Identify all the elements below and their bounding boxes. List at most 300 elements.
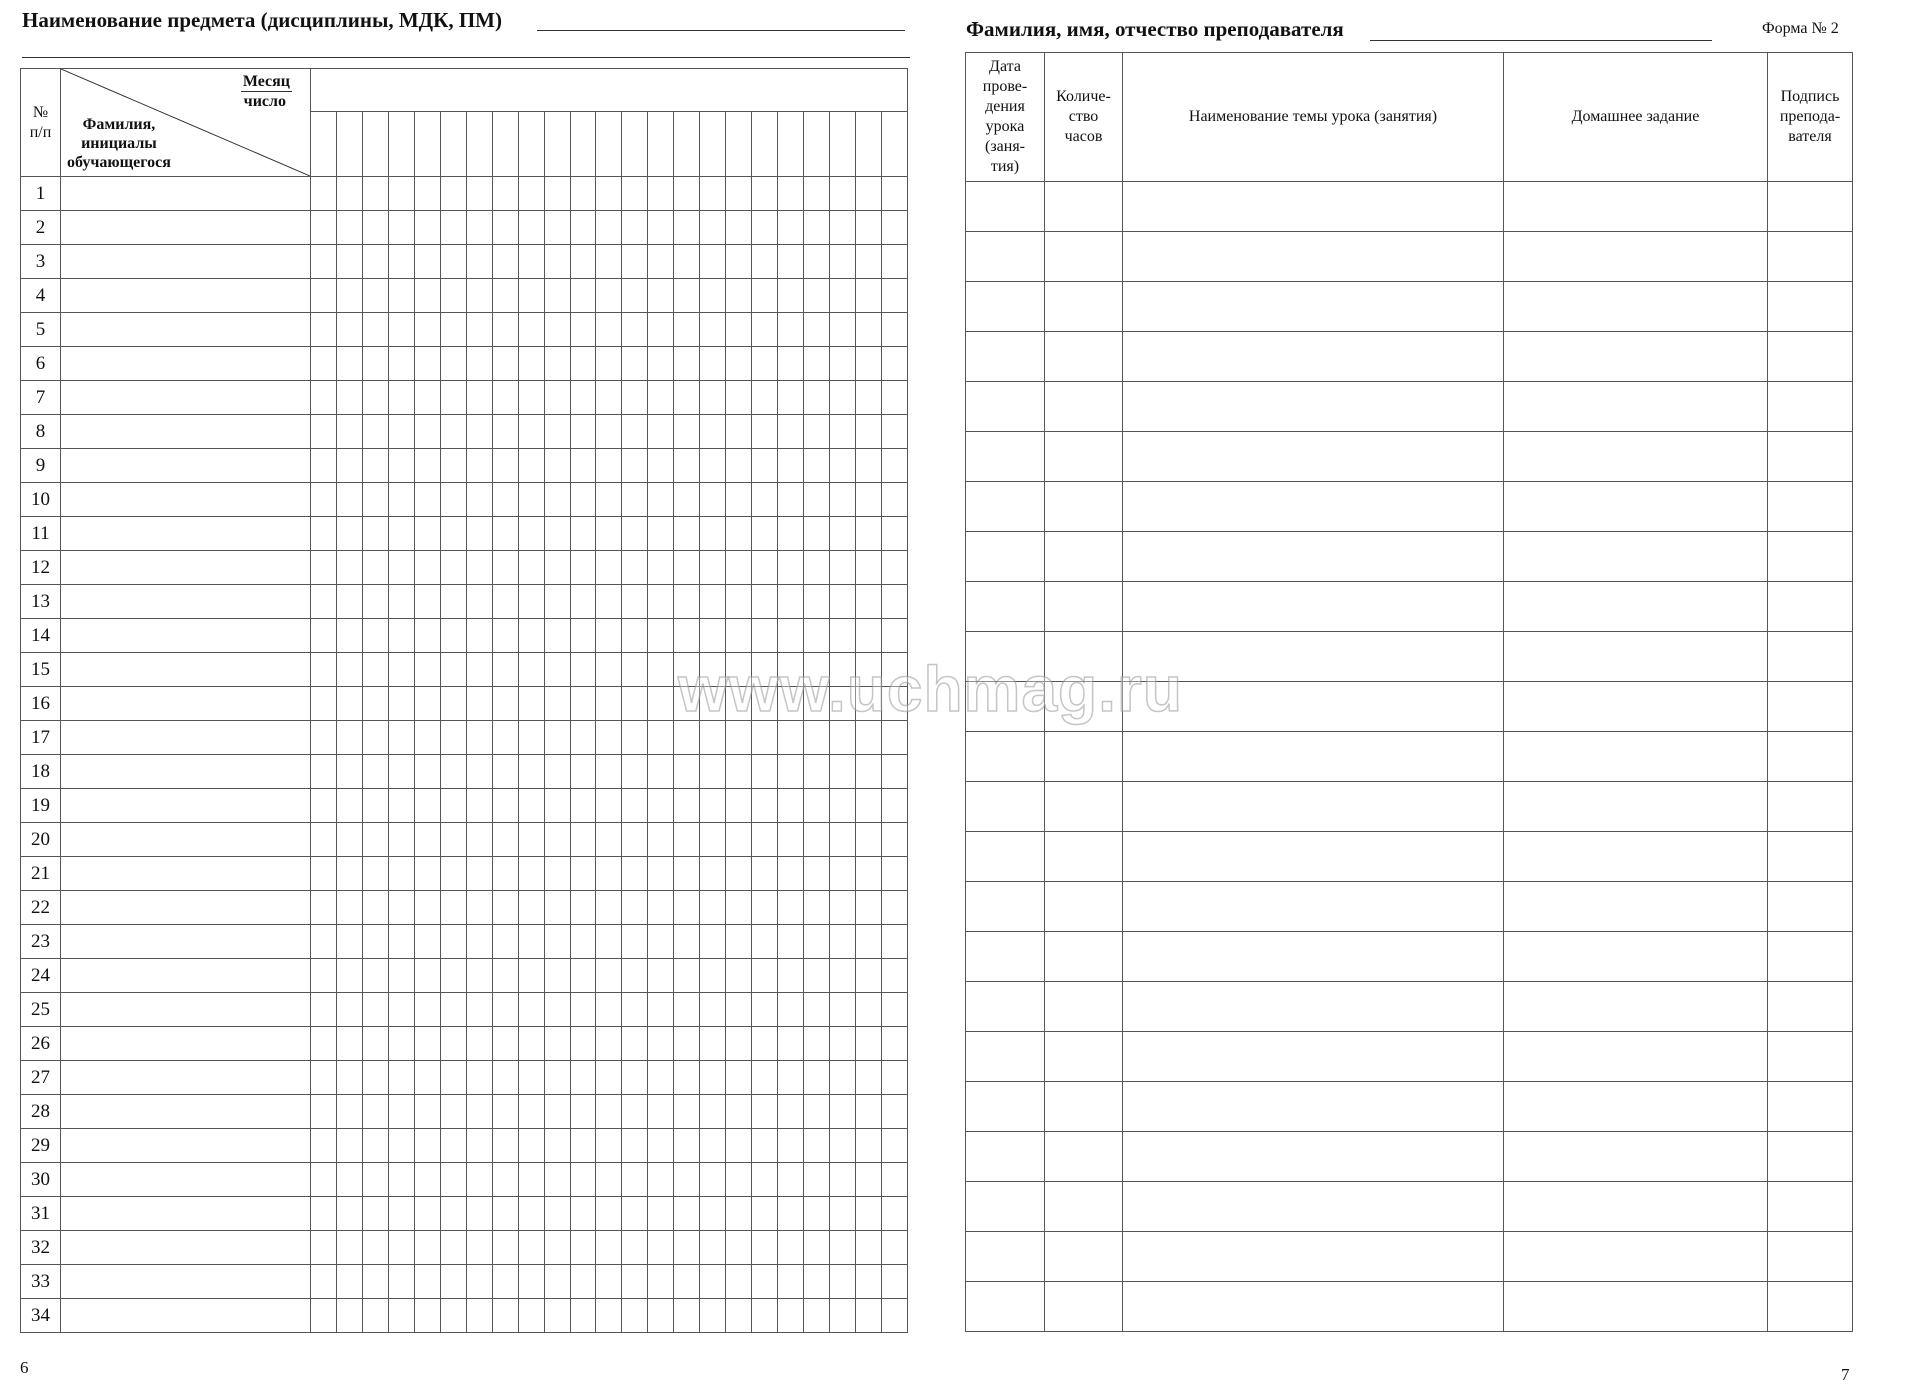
attendance-cell [752,177,778,211]
attendance-cell [752,381,778,415]
lesson-cell [1504,282,1768,332]
table-row [966,1032,1853,1082]
lesson-cell [1123,1132,1504,1182]
attendance-cell [648,653,674,687]
attendance-cell [440,857,466,891]
lesson-cell [1045,682,1123,732]
attendance-cell [311,823,337,857]
attendance-cell [804,619,830,653]
row-number: 2 [21,211,61,245]
attendance-cell [362,619,388,653]
lesson-cell [1768,532,1853,582]
lesson-cell [1504,632,1768,682]
row-number: 15 [21,653,61,687]
attendance-cell [388,211,414,245]
attendance-cell [414,959,440,993]
student-name-cell [61,211,311,245]
attendance-cell [700,1231,726,1265]
attendance-cell [856,1231,882,1265]
attendance-cell [752,585,778,619]
attendance-cell [700,857,726,891]
attendance-cell [700,789,726,823]
table-row [21,1095,908,1129]
attendance-cell [544,993,570,1027]
attendance-cell [336,823,362,857]
lesson-cell [1045,382,1123,432]
table-row [21,517,908,551]
attendance-cell [674,449,700,483]
day-header-cell [414,112,440,177]
attendance-cell [648,1027,674,1061]
attendance-cell [830,891,856,925]
attendance-cell [856,653,882,687]
attendance-cell [881,1231,907,1265]
lesson-cell [1768,732,1853,782]
attendance-cell [311,1197,337,1231]
attendance-cell [492,415,518,449]
attendance-cell [362,721,388,755]
attendance-cell [881,721,907,755]
lesson-cell [1768,382,1853,432]
attendance-cell [804,449,830,483]
attendance-cell [492,1095,518,1129]
attendance-cell [440,925,466,959]
attendance-cell [778,177,804,211]
attendance-cell [726,177,752,211]
lesson-cell [1123,232,1504,282]
attendance-cell [336,245,362,279]
attendance-cell [414,449,440,483]
attendance-cell [674,857,700,891]
lesson-cell [1504,482,1768,532]
attendance-cell [726,1197,752,1231]
attendance-cell [466,993,492,1027]
attendance-cell [440,313,466,347]
table-row [966,1082,1853,1132]
attendance-cell [518,619,544,653]
attendance-cell [570,721,596,755]
attendance-cell [518,823,544,857]
attendance-cell [752,1231,778,1265]
attendance-cell [518,313,544,347]
attendance-cell [414,857,440,891]
attendance-cell [336,483,362,517]
attendance-cell [466,551,492,585]
attendance-cell [804,653,830,687]
attendance-cell [311,653,337,687]
attendance-cell [362,1061,388,1095]
attendance-cell [440,1197,466,1231]
attendance-cell [414,415,440,449]
lesson-cell [966,482,1045,532]
attendance-cell [674,483,700,517]
attendance-cell [726,1231,752,1265]
attendance-cell [830,1231,856,1265]
attendance-cell [596,245,622,279]
topic-header: Наименование темы урока (занятия) [1123,53,1504,182]
table-row [21,857,908,891]
lesson-cell [1045,432,1123,482]
attendance-cell [362,177,388,211]
attendance-cell [674,1061,700,1095]
attendance-cell [544,755,570,789]
attendance-cell [414,483,440,517]
attendance-cell [881,313,907,347]
attendance-cell [778,245,804,279]
attendance-cell [492,993,518,1027]
attendance-cell [440,517,466,551]
attendance-cell [492,347,518,381]
attendance-cell [674,823,700,857]
attendance-cell [622,653,648,687]
attendance-cell [466,483,492,517]
attendance-cell [830,517,856,551]
attendance-cell [336,449,362,483]
attendance-cell [881,1095,907,1129]
attendance-cell [570,517,596,551]
attendance-cell [674,585,700,619]
attendance-cell [336,1265,362,1299]
attendance-cell [622,415,648,449]
attendance-cell [596,211,622,245]
lesson-cell [1504,682,1768,732]
attendance-cell [778,755,804,789]
attendance-cell [648,891,674,925]
row-number: 26 [21,1027,61,1061]
attendance-cell [648,687,674,721]
attendance-cell [856,347,882,381]
attendance-cell [830,1299,856,1333]
attendance-cell [440,789,466,823]
attendance-cell [466,1061,492,1095]
attendance-cell [311,211,337,245]
attendance-cell [492,891,518,925]
attendance-cell [622,381,648,415]
attendance-cell [466,1299,492,1333]
attendance-cell [700,619,726,653]
attendance-cell [856,721,882,755]
attendance-cell [856,415,882,449]
attendance-cell [336,517,362,551]
attendance-cell [570,449,596,483]
attendance-cell [544,313,570,347]
attendance-cell [596,177,622,211]
attendance-cell [830,1163,856,1197]
attendance-cell [362,1231,388,1265]
table-row [966,482,1853,532]
attendance-cell [648,1163,674,1197]
attendance-cell [622,1095,648,1129]
attendance-cell [830,1129,856,1163]
row-number: 17 [21,721,61,755]
attendance-cell [622,245,648,279]
student-name-cell [61,517,311,551]
student-name-cell [61,1027,311,1061]
attendance-cell [700,993,726,1027]
attendance-cell [518,1061,544,1095]
attendance-cell [440,1265,466,1299]
attendance-cell [388,551,414,585]
table-row [21,721,908,755]
attendance-cell [830,619,856,653]
attendance-cell [414,993,440,1027]
attendance-cell [311,449,337,483]
attendance-cell [388,279,414,313]
lesson-cell [1504,582,1768,632]
attendance-cell [674,1299,700,1333]
attendance-cell [622,313,648,347]
attendance-cell [544,585,570,619]
student-name-cell [61,1197,311,1231]
row-number: 14 [21,619,61,653]
attendance-cell [881,857,907,891]
attendance-cell [830,585,856,619]
attendance-cell [518,177,544,211]
attendance-cell [440,619,466,653]
form-label: Форма № 2 [1762,20,1839,37]
attendance-cell [622,891,648,925]
attendance-cell [804,551,830,585]
attendance-cell [388,993,414,1027]
attendance-cell [726,1095,752,1129]
lesson-cell [1504,1082,1768,1132]
attendance-cell [881,1299,907,1333]
attendance-cell [648,279,674,313]
attendance-cell [830,687,856,721]
attendance-cell [674,755,700,789]
attendance-cell [596,1231,622,1265]
attendance-cell [414,347,440,381]
attendance-cell [388,789,414,823]
attendance-cell [596,585,622,619]
attendance-cell [336,1299,362,1333]
attendance-cell [881,279,907,313]
attendance-cell [414,313,440,347]
homework-header: Домашнее задание [1504,53,1768,182]
attendance-cell [752,1197,778,1231]
table-row [21,211,908,245]
lesson-cell [966,782,1045,832]
attendance-cell [388,347,414,381]
row-number: 22 [21,891,61,925]
attendance-cell [518,721,544,755]
attendance-cell [648,925,674,959]
attendance-cell [336,925,362,959]
attendance-cell [492,1231,518,1265]
attendance-cell [388,381,414,415]
attendance-cell [778,789,804,823]
attendance-cell [856,687,882,721]
attendance-cell [311,687,337,721]
lesson-cell [1045,232,1123,282]
attendance-cell [726,517,752,551]
attendance-cell [622,993,648,1027]
attendance-cell [648,721,674,755]
day-header-cell [752,112,778,177]
lesson-cell [1768,1082,1853,1132]
attendance-cell [466,381,492,415]
attendance-cell [466,959,492,993]
attendance-cell [311,1299,337,1333]
student-month-header [61,69,311,177]
attendance-cell [518,959,544,993]
attendance-cell [856,959,882,993]
attendance-cell [518,755,544,789]
attendance-cell [388,245,414,279]
table-row [966,1132,1853,1182]
attendance-cell [492,483,518,517]
lesson-cell [1123,1182,1504,1232]
attendance-cell [518,789,544,823]
attendance-cell [362,211,388,245]
attendance-cell [700,245,726,279]
table-row [21,1027,908,1061]
attendance-cell [414,1299,440,1333]
attendance-cell [570,1197,596,1231]
attendance-cell [544,347,570,381]
attendance-cell [492,653,518,687]
attendance-cell [648,1265,674,1299]
table-row [966,732,1853,782]
page-number-right: 7 [1841,1365,1850,1384]
table-row [21,925,908,959]
lesson-cell [1768,1132,1853,1182]
attendance-cell [492,313,518,347]
attendance-cell [440,211,466,245]
attendance-cell [414,551,440,585]
day-header-cell [881,112,907,177]
attendance-cell [466,347,492,381]
lesson-cell [1504,382,1768,432]
attendance-cell [311,993,337,1027]
attendance-cell [804,211,830,245]
attendance-cell [674,721,700,755]
attendance-cell [570,1095,596,1129]
attendance-cell [856,789,882,823]
row-number: 32 [21,1231,61,1265]
attendance-cell [830,245,856,279]
attendance-cell [622,347,648,381]
student-name-cell [61,449,311,483]
attendance-cell [648,1129,674,1163]
attendance-cell [804,1231,830,1265]
attendance-cell [544,1129,570,1163]
attendance-cell [388,1265,414,1299]
attendance-cell [881,585,907,619]
attendance-cell [414,1129,440,1163]
attendance-cell [362,823,388,857]
attendance-cell [311,1231,337,1265]
attendance-cell [570,177,596,211]
attendance-cell [700,279,726,313]
attendance-cell [622,1027,648,1061]
attendance-cell [674,1129,700,1163]
attendance-cell [492,857,518,891]
lesson-cell [966,282,1045,332]
attendance-cell [466,653,492,687]
student-name-cell [61,687,311,721]
lesson-cell [966,982,1045,1032]
lesson-cell [1123,382,1504,432]
lesson-cell [1768,1232,1853,1282]
attendance-cell [830,857,856,891]
lesson-cell [1123,632,1504,682]
attendance-cell [518,1197,544,1231]
table-row [21,1061,908,1095]
attendance-cell [544,823,570,857]
attendance-cell [622,551,648,585]
attendance-cell [674,1197,700,1231]
attendance-cell [414,891,440,925]
table-row [966,582,1853,632]
attendance-cell [752,755,778,789]
attendance-cell [881,347,907,381]
attendance-cell [362,483,388,517]
attendance-cell [466,313,492,347]
attendance-cell [622,857,648,891]
attendance-cell [336,585,362,619]
attendance-cell [518,449,544,483]
attendance-cell [622,755,648,789]
attendance-cell [648,245,674,279]
attendance-cell [648,959,674,993]
student-name-cell [61,1163,311,1197]
attendance-cell [596,1299,622,1333]
attendance-cell [778,857,804,891]
attendance-cell [544,1095,570,1129]
attendance-cell [570,381,596,415]
attendance-cell [570,993,596,1027]
attendance-cell [311,1265,337,1299]
attendance-cell [830,483,856,517]
row-number: 27 [21,1061,61,1095]
attendance-cell [778,993,804,1027]
day-header-cell [726,112,752,177]
attendance-cell [388,1061,414,1095]
day-header-cell [596,112,622,177]
attendance-cell [700,313,726,347]
attendance-cell [570,823,596,857]
attendance-cell [596,415,622,449]
lesson-cell [1123,482,1504,532]
attendance-cell [466,1265,492,1299]
attendance-cell [700,551,726,585]
attendance-cell [336,1231,362,1265]
attendance-cell [362,313,388,347]
attendance-cell [440,585,466,619]
lesson-cell [1045,732,1123,782]
row-number: 25 [21,993,61,1027]
lesson-cell [1504,882,1768,932]
attendance-cell [856,857,882,891]
attendance-cell [311,585,337,619]
row-number: 12 [21,551,61,585]
attendance-cell [726,789,752,823]
attendance-cell [570,279,596,313]
lesson-cell [1504,1132,1768,1182]
attendance-cell [414,789,440,823]
student-name-cell [61,789,311,823]
table-row [966,682,1853,732]
attendance-cell [700,1061,726,1095]
attendance-cell [336,721,362,755]
attendance-cell [336,687,362,721]
attendance-cell [492,245,518,279]
attendance-cell [362,415,388,449]
attendance-cell [622,279,648,313]
attendance-cell [362,517,388,551]
attendance-cell [311,347,337,381]
